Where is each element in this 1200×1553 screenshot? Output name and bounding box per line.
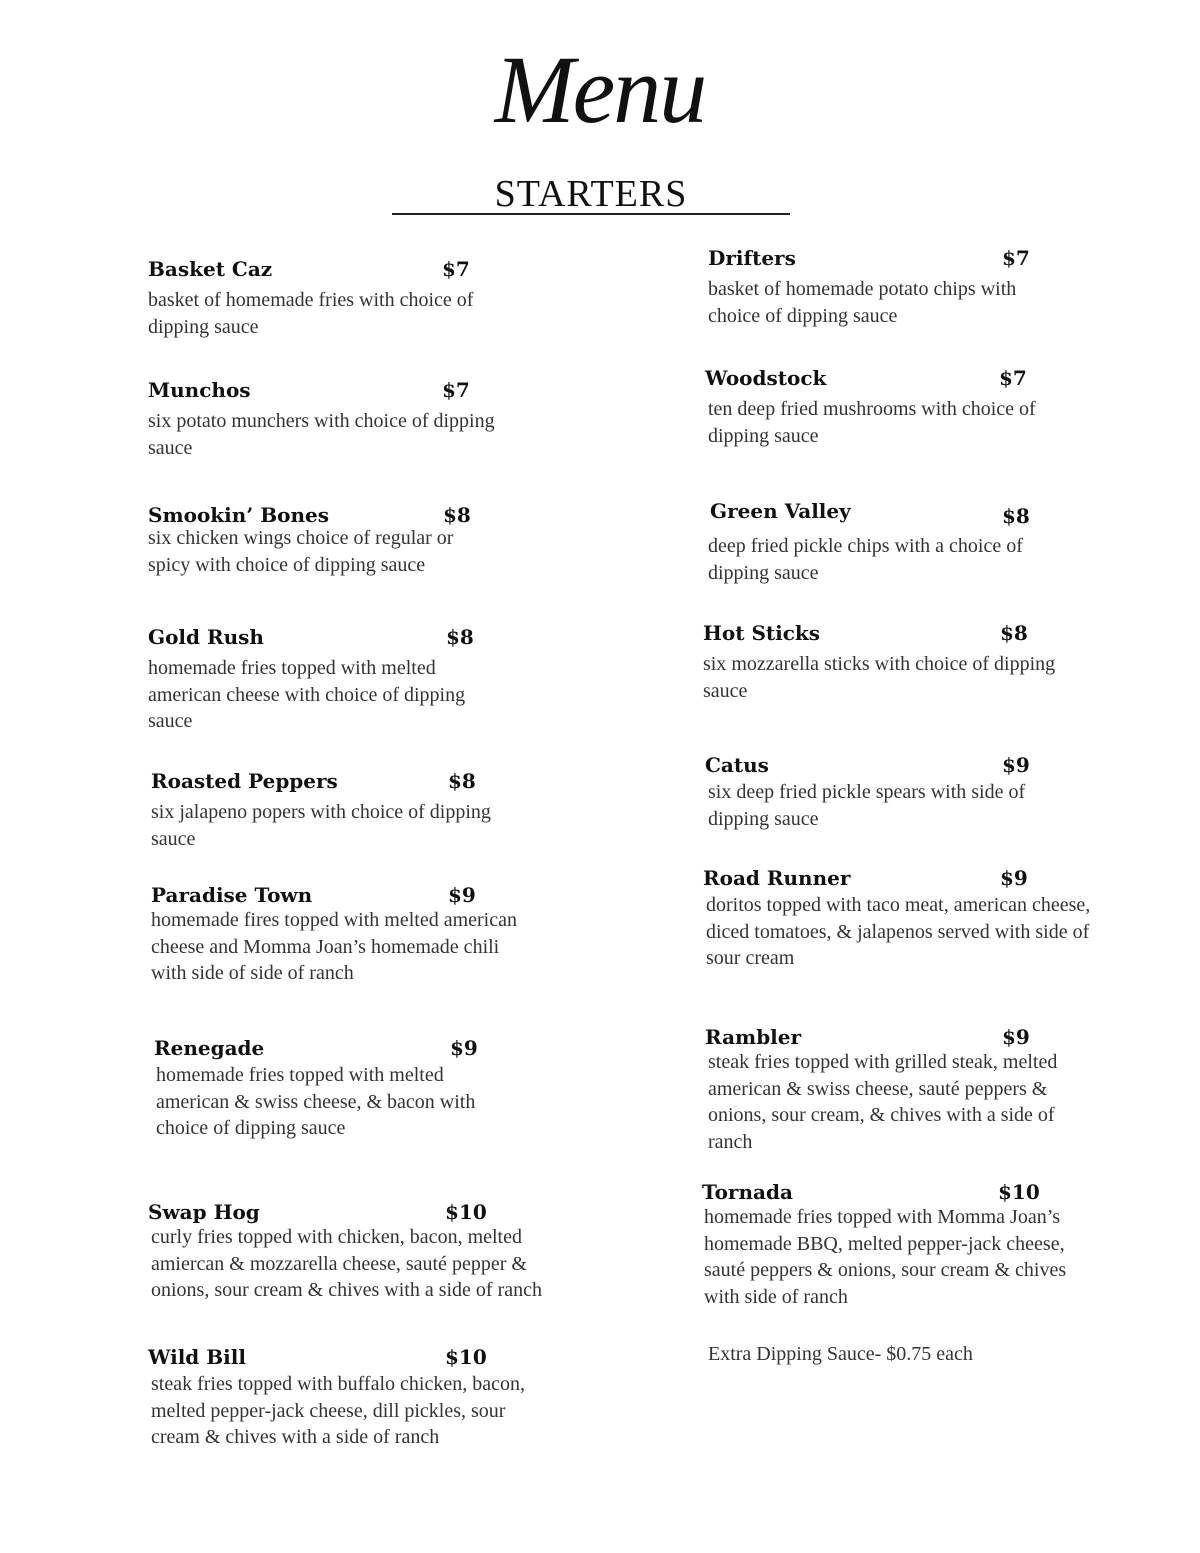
menu-title: Menu: [494, 36, 706, 143]
item-price: $8: [1000, 621, 1028, 645]
menu-item-roasted-peppers: [151, 769, 541, 852]
menu-item-catus: [705, 753, 1105, 832]
item-name: Drifters: [708, 246, 796, 270]
item-description: six mozzarella sticks with choice of dipping sauce: [703, 653, 1056, 702]
item-name: Renegade: [154, 1036, 265, 1060]
item-name: Woodstock: [705, 366, 827, 390]
item-description: doritos topped with taco meat, american cheese, diced tomatoes, & jalapenos served with side of sour cream: [706, 894, 1091, 969]
menu-item-green-valley: [710, 499, 1110, 586]
menu-item-road-runner: [703, 866, 1103, 972]
menu-item-paradise-town: [151, 883, 541, 987]
item-description: homemade fires topped with melted american cheese and Momma Joan’s homemade chili with side of side of ranch: [151, 909, 517, 984]
item-price: $9: [1002, 1025, 1030, 1049]
item-name: Swap Hog: [148, 1200, 260, 1224]
item-description: ten deep fried mushrooms with choice of dipping sauce: [708, 398, 1036, 447]
menu-item-munchos: [148, 378, 538, 461]
menu-item-woodstock: [705, 366, 1105, 449]
menu-item-wild-bill: [148, 1345, 548, 1451]
item-price: $8: [443, 503, 471, 527]
item-description: steak fries topped with buffalo chicken, bacon, melted pepper-jack cheese, dill pickles, sour cream & chives with a side of ranch: [151, 1373, 525, 1448]
item-name: Basket Caz: [148, 257, 273, 281]
extra-dipping-sauce-note: Extra Dipping Sauce- $0.75 each: [708, 1343, 973, 1365]
item-price: $9: [450, 1036, 478, 1060]
menu-item-smookin-bones: [148, 503, 538, 578]
menu-item-rambler: [705, 1025, 1105, 1155]
menu-item-tornada: [702, 1180, 1102, 1310]
item-description: homemade fries topped with melted american cheese with choice of dipping sauce: [148, 657, 466, 732]
menu-item-hot-sticks: [703, 621, 1103, 704]
menu-item-swap-hog: [148, 1200, 548, 1304]
item-description: homemade fries topped with melted american & swiss cheese, & bacon with choice of dipping sauce: [156, 1064, 476, 1139]
item-name: Tornada: [702, 1180, 793, 1204]
item-price: $8: [1002, 504, 1030, 528]
item-description: basket of homemade fries with choice of dipping sauce: [148, 289, 474, 338]
section-title-starters: STARTERS: [494, 173, 688, 215]
item-name: Rambler: [705, 1025, 802, 1049]
item-description: curly fries topped with chicken, bacon, melted amiercan & mozzarella cheese, sauté pepper & onions, sour cream & chives with a side of ranch: [151, 1226, 543, 1301]
item-description: basket of homemade potato chips with choice of dipping sauce: [708, 278, 1017, 327]
item-name: Smookin’ Bones: [148, 503, 329, 527]
item-name: Munchos: [148, 378, 251, 402]
item-price: $7: [442, 378, 470, 402]
item-description: six deep fried pickle spears with side of dipping sauce: [708, 781, 1026, 830]
item-price: $9: [1002, 753, 1030, 777]
menu-item-gold-rush: [148, 625, 538, 735]
item-name: Gold Rush: [148, 625, 264, 649]
item-price: $7: [999, 366, 1027, 390]
item-description: deep fried pickle chips with a choice of dipping sauce: [708, 535, 1023, 584]
item-description: steak fries topped with grilled steak, melted american & swiss cheese, sauté peppers & onions, sour cream, & chives with a side of ranch: [708, 1051, 1058, 1153]
section-divider: [392, 213, 790, 215]
menu-item-drifters: [708, 246, 1108, 329]
item-price: $10: [445, 1345, 487, 1369]
item-price: $9: [1000, 866, 1028, 890]
item-price: $10: [445, 1200, 487, 1224]
item-name: Hot Sticks: [703, 621, 821, 645]
item-name: Green Valley: [710, 499, 851, 523]
item-price: $9: [448, 883, 476, 907]
item-price: $8: [446, 625, 474, 649]
menu-item-basket-caz: [148, 257, 538, 340]
item-price: $7: [442, 257, 470, 281]
item-description: six chicken wings choice of regular or spicy with choice of dipping sauce: [148, 527, 454, 576]
item-name: Wild Bill: [148, 1345, 246, 1369]
item-price: $10: [998, 1180, 1040, 1204]
item-name: Road Runner: [703, 866, 851, 890]
item-name: Roasted Peppers: [151, 769, 338, 793]
item-description: homemade fries topped with Momma Joan’s homemade BBQ, melted pepper-jack cheese, sauté peppers & onions, sour cream & chives with side of ranch: [704, 1206, 1067, 1308]
item-name: Catus: [705, 753, 769, 777]
menu-item-renegade: [154, 1036, 544, 1142]
item-price: $7: [1002, 246, 1030, 270]
item-price: $8: [448, 769, 476, 793]
item-description: six jalapeno popers with choice of dipping sauce: [151, 801, 491, 850]
item-description: six potato munchers with choice of dipping sauce: [148, 410, 495, 459]
item-name: Paradise Town: [151, 883, 313, 907]
